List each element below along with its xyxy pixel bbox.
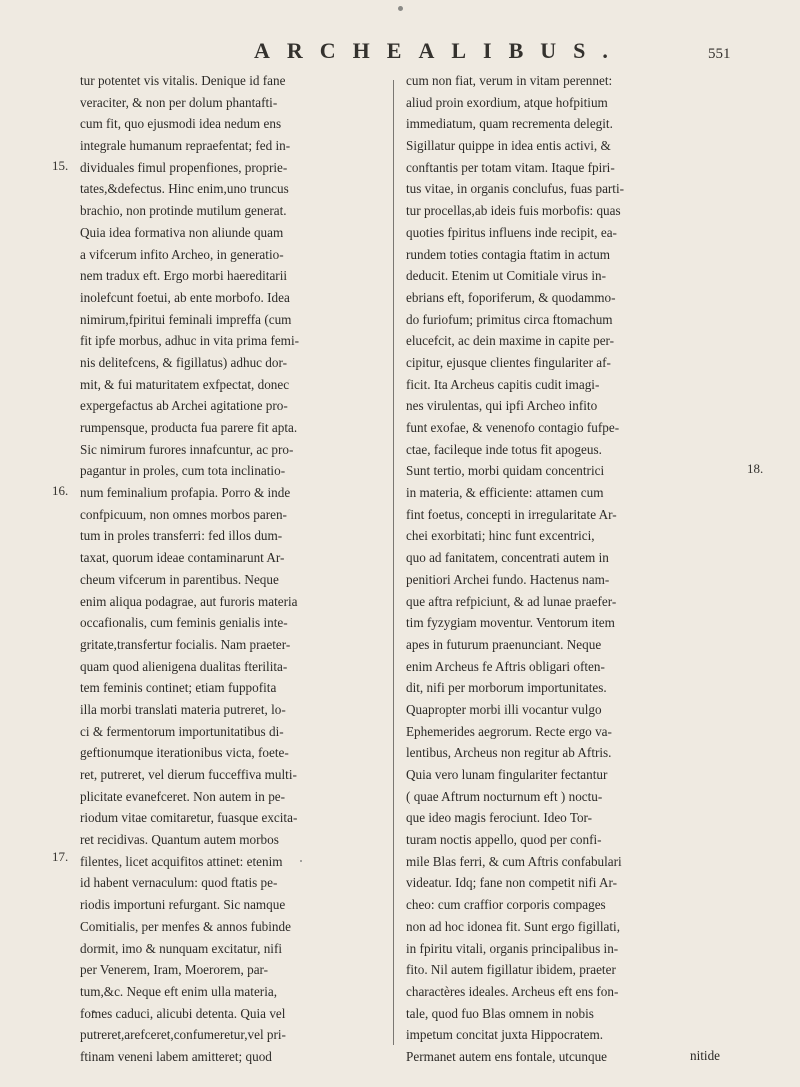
text-line: fito. Nil autem figillatur ibidem, praeter (406, 962, 616, 978)
running-title: ARCHEALIBUS. (254, 38, 625, 63)
text-line: non ad hoc idonea fit. Sunt ergo figillati, (406, 918, 621, 934)
text-line: ci & fermentorum importunitatibus di- (80, 723, 284, 739)
text-line: elucefcit, ac dein maxime in capite per- (406, 333, 615, 349)
column-divider (393, 80, 394, 1045)
text-line: tates,&defectus. Hinc enim,uno truncus (80, 181, 289, 197)
text-line: videatur. Idq; fane non competit nifi Ar- (406, 875, 618, 891)
text-line: que ideo magis ferociunt. Ideo Tor- (406, 810, 593, 826)
text-line: nes virulentas, qui ipfi Archeo infito (406, 398, 598, 414)
text-line: id habent vernaculum: quod ftatis pe- (80, 875, 278, 891)
text-line: tur procellas,ab ideis fuis morbofis: quas (406, 203, 621, 219)
text-line: ftinam veneni labem amitteret; quod (80, 1048, 272, 1064)
text-line: putreret,arefceret,confumeretur,vel pri- (80, 1027, 286, 1043)
running-header (0, 38, 800, 68)
text-line: quoties fpiritus influens inde recipit, ea- (406, 224, 617, 240)
text-line: cum non fiat, verum in vitam perennet: (406, 73, 613, 88)
text-line: tum in proles transferri: fed illos dum- (80, 528, 283, 544)
text-line: deducit. Etenim ut Comitiale virus in- (406, 268, 606, 284)
text-line: tus vitae, in organis conclufus, fuas parti- (406, 181, 625, 197)
text-line: tur potentet vis vitalis. Denique id fane (80, 73, 286, 88)
text-line: cheo: cum craffior corporis compages (406, 897, 606, 913)
text-line: brachio, non protinde mutilum generat. (80, 203, 287, 219)
text-line: nem tradux eft. Ergo morbi haereditarii (80, 268, 288, 284)
catchword: nitide (690, 1048, 721, 1063)
margin-number-15: 15. (52, 158, 69, 173)
text-line: Quia vero lunam fingulariter fectantur (406, 767, 608, 782)
text-line: Sunt tertio, morbi quidam concentrici (406, 463, 605, 479)
text-line: Ephemerides aegrorum. Recte ergo va- (406, 723, 612, 739)
text-line: mit, & fui maturitatem exfpectat, donec (80, 376, 290, 392)
left-column (80, 70, 380, 1068)
text-line: illa morbi translati materia putreret, lo- (80, 701, 286, 717)
text-line: fint foetus, concepti in irregularitate Ar- (406, 506, 617, 522)
text-line: geftionumque iterationibus victa, foete- (80, 745, 289, 761)
text-line: integrale humanum repraefentat; fed in- (80, 138, 291, 154)
text-line: in fpiritu vitali, organis principalibus in- (406, 940, 619, 956)
text-line: ret, putreret, vel dierum fucceffiva multi- (80, 767, 297, 782)
text-line: immediatum, quam recrementa delegit. (406, 116, 613, 132)
text-line: inolefcunt foetui, ab ente morbofo. Idea (80, 289, 290, 305)
text-line: num feminalium profapia. Porro & inde (80, 485, 291, 501)
text-line: chei exorbitati; hinc funt excentrici, (406, 528, 595, 544)
text-line: nimirum,fpiritui feminali impreffa (cum (80, 311, 292, 327)
text-line: penitiori Archei fundo. Hactenus nam- (406, 571, 610, 587)
text-line: dividuales fimul propenfiones, proprie- (80, 159, 288, 175)
text-line: Sic nimirum furores innafcuntur, ac pro- (80, 441, 294, 457)
text-line: quam quod alienigena dualitas fterilita- (80, 658, 288, 674)
text-line: Comitialis, per menfes & annos fubinde (80, 918, 291, 934)
text-line: enim Archeus fe Aftris obligari often- (406, 658, 605, 674)
text-line: ctae, facileque inde totus fit apogeus. (406, 441, 602, 457)
text-line: confpicuum, non omnes morbos paren- (80, 506, 287, 522)
text-line: occafionalis, cum feminis genialis inte- (80, 615, 288, 631)
text-line: impetum concitat juxta Hippocratem. (406, 1027, 604, 1043)
text-line: Quia idea formativa non aliunde quam (80, 224, 284, 240)
text-line: taxat, quorum ideae contaminarunt Ar- (80, 550, 285, 566)
text-line: expergefactus ab Archei agitatione pro- (80, 398, 288, 414)
text-line: cheum vifcerum in parentibus. Neque (80, 571, 279, 587)
margin-number-16: 16. (52, 483, 69, 498)
text-line: que aftra refpiciunt, & ad lunae praefer- (406, 593, 617, 609)
text-line: filentes, licet acquifitos attinet: etenim (80, 853, 283, 869)
text-line: nis delitefcens, & figillatus) adhuc dor- (80, 354, 288, 370)
text-line: ret recidivas. Quantum autem morbos (80, 832, 279, 848)
margin-number-17: 17. (52, 849, 69, 864)
text-line: veraciter, & non per dolum phantafti- (80, 94, 278, 110)
text-line: lentibus, Archeus non regitur ab Aftris. (406, 745, 612, 761)
text-line: turam noctis appello, quod per confi- (406, 832, 602, 848)
text-line: rundem toties contagia ftatim in actum (406, 246, 610, 262)
text-line: gritate,transfertur focialis. Nam praeter- (80, 636, 291, 652)
page-number: 551 (708, 46, 731, 62)
text-line: conftantis per totam vitam. Itaque fpiri- (406, 159, 615, 175)
text-line: plicitate evanefceret. Non autem in pe- (80, 788, 286, 804)
text-line: in materia, & efficiente: attamen cum (406, 485, 604, 501)
right-column (406, 70, 728, 1068)
text-line: enim aliqua podagrae, aut furoris materia (80, 593, 298, 609)
text-line: Permanet autem ens fontale, utcunque (406, 1048, 608, 1064)
text-line: do furiofum; primitus circa ftomachum (406, 311, 613, 327)
text-line: funt exofae, & venenofo contagio fufpe- (406, 420, 620, 435)
text-line: riodum vitae comitaretur, fuasque excita- (80, 810, 298, 826)
text-line: rumpensque, producta fua parere fit apta. (80, 420, 298, 435)
text-line: Quapropter morbi illi vocantur vulgo (406, 701, 602, 717)
text-line: apes in futurum praenunciant. Neque (406, 636, 602, 652)
text-line: quo ad fanitatem, concentrati autem in (406, 550, 609, 566)
text-line: per Venerem, Iram, Moerorem, par- (80, 962, 269, 978)
text-line: charactères ideales. Archeus eft ens fon- (406, 983, 619, 999)
margin-number-18: 18. (747, 461, 764, 476)
text-line: dit, nifi per morborum importunitates. (406, 680, 607, 696)
text-line: tem feminis continet; etiam fuppofita (80, 680, 277, 696)
text-line: tum,&c. Neque eft enim ulla materia, (80, 983, 278, 999)
text-line: a vifcerum infito Archeo, in generatio- (80, 246, 284, 262)
text-line: pagantur in proles, cum tota inclinatio- (80, 463, 286, 479)
text-line: tim fyzygiam moventur. Ventorum item (406, 615, 615, 631)
text-line: ficit. Ita Archeus capitis cudit imagi- (406, 376, 600, 392)
text-line: aliud proin exordium, atque hofpitium (406, 94, 608, 110)
text-line: tale, quod fuo Blas omnem in nobis (406, 1005, 594, 1021)
text-line: mile Blas ferri, & cum Aftris confabulari (406, 853, 622, 869)
text-line: fomes caduci, alicubi detenta. Quia vel (80, 1005, 286, 1021)
text-line: cipitur, ejusque clientes fingulariter af- (406, 354, 611, 370)
text-line: fit ipfe morbus, adhuc in vita prima femi- (80, 333, 299, 349)
text-line: ebrians eft, foporiferum, & quodammo- (406, 289, 616, 305)
text-line: Sigillatur quippe in idea entis activi, & (406, 138, 611, 154)
text-line: ( quae Aftrum nocturnum eft ) noctu- (406, 788, 603, 804)
text-line: dormit, imo & nunquam excitatur, nifi (80, 940, 283, 956)
text-line: cum fit, quo ejusmodi idea nedum ens (80, 116, 282, 132)
text-line: riodis importuni refurgant. Sic namque (80, 897, 286, 913)
